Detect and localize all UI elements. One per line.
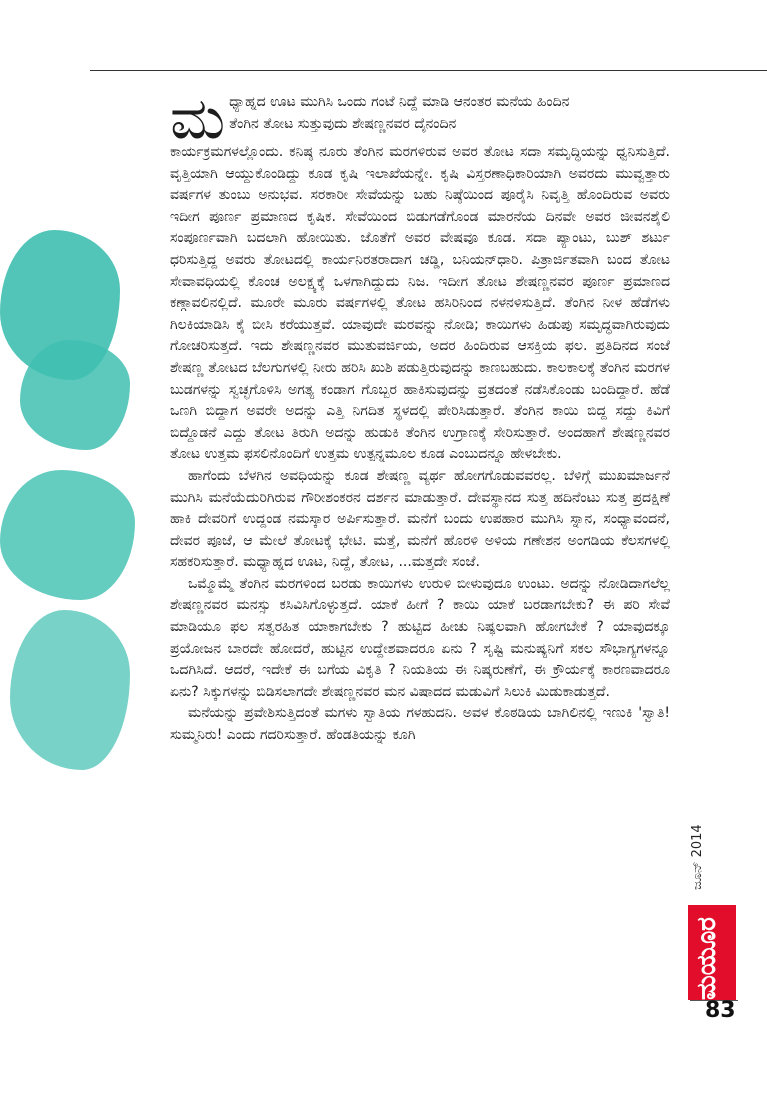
magazine-logo-text: ಮಯೂರ — [692, 917, 722, 1000]
drop-cap: ಮ — [170, 84, 226, 152]
paragraph-1: ಕಾರ್ಯಕ್ರಮಗಳಲ್ಲೊಂದು. ಕನಿಷ್ಠ ನೂರು ತೆಂಗಿನ ಮರಗಳಿರುವ ಅವರ ತೋಟ ಸದಾ ಸಮೃದ್ಧಿಯನ್ನು ಧ್ವನಿಸುತ್ತಿದೆ. ವೃತ್ತಿಯಾಗಿ ಆಯ್ದುಕೊಂಡಿದ್ದು ಕೂಡ ಕೃಷಿ ಇಲಾಖೆಯನ್ನೇ. ಕೃಷಿ ವಿಸ್ತರಣಾಧಿಕಾರಿಯಾಗಿ ಅವರದು ಮುವ್ವತ್ತಾರು ವರ್ಷಗಳ ತುಂಬು ಅನುಭವ. ಸರಕಾರೀ ಸೇವೆಯನ್ನು ಬಹು ನಿಷ್ಠೆಯಿಂದ ಪೂರೈಸಿ ನಿವೃತ್ತಿ ಹೊಂದಿರುವ ಅವರು ಇದೀಗ ಪೂರ್ಣ ಪ್ರಮಾಣದ ಕೃಷಿಕ. ಸೇವೆಯಿಂದ ಬಿಡುಗಡೆಗೊಂಡ ಮಾರನೆಯ ದಿನವೇ ಅವರ ಜೀವನಶೈಲಿ ಸಂಪೂರ್ಣವಾಗಿ ಬದಲಾಗಿ ಹೋಯಿತು. ಜೊತೆಗೆ ಅವರ ವೇಷವೂ ಕೂಡ. ಸದಾ ಪ್ಯಾಂಟು, ಬುಶ್ ಶರ್ಟು ಧರಿಸುತ್ತಿದ್ದ ಅವರು ತೋಟದಲ್ಲಿ ಕಾರ್ಯನಿರತರಾದಾಗ ಚಡ್ಡಿ, ಬನಿಯನ್‌ಧಾರಿ. ಪಿತ್ರಾರ್ಜಿತವಾಗಿ ಬಂದ ತೋಟ ಸೇವಾವಧಿಯಲ್ಲಿ ಕೊಂಚ ಅಲಕ್ಷ್ಯಕ್ಕೆ ಒಳಗಾಗಿದ್ದುದು ನಿಜ. ಇದೀಗ ತೋಟ ಶೇಷಣ್ಣನವರ ಪೂರ್ಣ ಪ್ರಮಾಣದ ಕಣ್ಗಾವಲಿನಲ್ಲಿದೆ. ಮೂರೇ ಮೂರು ವರ್ಷಗಳಲ್ಲಿ ತೋಟ ಹಸಿರಿನಿಂದ ನಳನಳಿಸುತ್ತಿದೆ. ತೆಂಗಿನ ನೀಳ ಹೆಡೆಗಳು ಗಿಲಕಿಯಾಡಿಸಿ ಕೈ ಬೀಸಿ ಕರೆಯುತ್ತವೆ. ಯಾವುದೇ ಮರವನ್ನು ನೋಡಿ; ಕಾಯಿಗಳು ಹಿಡುಪು ಸಮೃದ್ಧವಾಗಿರುವುದು ಗೋಚರಿಸುತ್ತದೆ. ಇದು ಶೇಷಣ್ಣನವರ ಮುತುವರ್ಜಿಯ, ಅದರ ಹಿಂದಿರುವ ಆಸಕ್ತಿಯ ಫಲ. ಪ್ರತಿದಿನದ ಸಂಜೆ ಶೇಷಣ್ಣ ತೋಟದ ಬೆಲಗುಗಳಲ್ಲಿ ನೀರು ಹರಿಸಿ ಖುಶಿ ಪಡುತ್ತಿರುವುದನ್ನು ಕಾಣಬಹುದು. ಕಾಲಕಾಲಕ್ಕೆ ತೆಂಗಿನ ಮರಗಳ ಬುಡಗಳನ್ನು ಸ್ವಚ್ಛಗೊಳಿಸಿ ಅಗತ್ಯ ಕಂಡಾಗ ಗೊಬ್ಬರ ಹಾಕಿಸುವುದನ್ನು ವ್ರತದಂತೆ ನಡೆಸಿಕೊಂಡು ಬಂದಿದ್ದಾರೆ. ಹೆಡೆ ಒಣಗಿ ಬಿದ್ದಾಗ ಅವರೇ ಅದನ್ನು ಎತ್ತಿ ನಿಗದಿತ ಸ್ಥಳದಲ್ಲಿ ಪೇರಿಸಿಡುತ್ತಾರೆ. ತೆಂಗಿನ ಕಾಯಿ ಬಿದ್ದ ಸದ್ದು ಕಿವಿಗೆ ಬಿದ್ದೊಡನೆ ಎದ್ದು ತೋಟ ತಿರುಗಿ ಅದನ್ನು ಹುಡುಕಿ ತೆಂಗಿನ ಉಗ್ರಾಣಕ್ಕೆ ಸೇರಿಸುತ್ತಾರೆ. ಅಂದಹಾಗೆ ಶೇಷಣ್ಣನವರ ತೋಟ ಉತ್ತಮ ಫಸಲಿನೊಂದಿಗೆ ಉತ್ತಮ ಉತ್ಪನ್ನಮೂಲ ಕೂಡ ಎಂಬುದನ್ನೂ ಹೇಳಬೇಕು. — [170, 144, 670, 463]
paragraph-4: ಮನೆಯನ್ನು ಪ್ರವೇಶಿಸುತ್ತಿದಂತೆ ಮಗಳು ಸ್ವಾತಿಯ ಗಳಹುದನಿ. ಅವಳ ಕೊಠಡಿಯ ಬಾಗಿಲಿನಲ್ಲಿ ಇಣುಕಿ 'ಸ್ವಾತಿ! ಸುಮ್ಮನಿರು! ಎಂದು ಗದರಿಸುತ್ತಾರೆ. ಹೆಂಡತಿಯನ್ನು ಕೂಗಿ — [170, 705, 670, 744]
first-line-b: ತೆಂಗಿನ ತೋಟ ಸುತ್ತುವುದು ಶೇಷಣ್ಣನವರ ದೈನಂದಿನ — [229, 115, 457, 132]
first-line-a: ಧ್ಯಾಹ್ನದ ಊಟ ಮುಗಿಸಿ ಒಂದು ಗಂಟೆ ನಿದ್ದೆ ಮಾಡಿ ಆನಂತರ ಮನೆಯ ಹಿಂದಿನ — [229, 94, 570, 110]
paragraph-3: ಒಮ್ಮೊಮ್ಮೆ ತೆಂಗಿನ ಮರಗಳಿಂದ ಬರಡು ಕಾಯಿಗಳು ಉರುಳಿ ಬೀಳುವುದೂ ಉಂಟು. ಅದನ್ನು ನೋಡಿದಾಗಲೆಲ್ಲ ಶೇಷಣ್ಣನವರ ಮನಸ್ಸು ಕಸಿವಿಸಿಗೊಳ್ಳುತ್ತದೆ. ಯಾಕೆ ಹೀಗೆ ? ಕಾಯಿ ಯಾಕೆ ಬರಡಾಗಬೇಕು? ಈ ಪರಿ ಸೇವೆ ಮಾಡಿಯೂ ಫಲ ಸತ್ವರಹಿತ ಯಾಕಾಗಬೇಕು ? ಹುಟ್ಟಿದ ಹೀಚು ನಿಷ್ಫಲವಾಗಿ ಹೋಗಬೇಕೆ ? ಯಾವುದಕ್ಕೂ ಪ್ರಯೋಜನ ಬಾರದೇ ಹೋದರೆ, ಹುಟ್ಟಿನ ಉದ್ದೇಶವಾದರೂ ಏನು ? ಸೃಷ್ಟಿ ಮನುಷ್ಯನಿಗೆ ಸಕಲ ಸೌಭಾಗ್ಯಗಳನ್ನೂ ಒದಗಿಸಿದೆ. ಆದರೆ, ಇದೇಕೆ ಈ ಬಗೆಯ ವಿಕೃತಿ ? ನಿಯತಿಯ ಈ ನಿಷ್ಕರುಣೆಗೆ, ಈ ಕ್ರೌರ್ಯಕ್ಕೆ ಕಾರಣವಾದರೂ ಏನು? ಸಿಕ್ಕುಗಳನ್ನು ಬಿಡಿಸಲಾಗದೇ ಶೇಷಣ್ಣನವರ ಮನ ವಿಷಾದದ ಮಡುವಿಗೆ ಸಿಲುಕಿ ಮಿಡುಕಾಡುತ್ತದೆ. — [170, 575, 670, 700]
issue-date: ಜೂನ್ 2014 — [690, 824, 705, 890]
top-rule — [90, 70, 767, 71]
paragraph-2: ಹಾಗೆಂದು ಬೆಳಗಿನ ಅವಧಿಯನ್ನು ಕೂಡ ಶೇಷಣ್ಣ ವ್ಯರ್ಥ ಹೋಗಗೊಡುವವರಲ್ಲ. ಬೆಳಿಗ್ಗೆ ಮುಖಮಾರ್ಜನೆ ಮುಗಿಸಿ ಮನೆಯೆದುರಿಗಿರುವ ಗೌರೀಶಂಕರನ ದರ್ಶನ ಮಾಡುತ್ತಾರೆ. ದೇವಸ್ಥಾನದ ಸುತ್ತ ಹದಿನೆಂಟು ಸುತ್ತ ಪ್ರದಕ್ಷಿಣೆ ಹಾಕಿ ದೇವರಿಗೆ ಉದ್ದಂಡ ನಮಸ್ಕಾರ ಅರ್ಪಿಸುತ್ತಾರೆ. ಮನೆಗೆ ಬಂದು ಉಪಹಾರ ಮುಗಿಸಿ ಸ್ನಾನ, ಸಂಧ್ಯಾವಂದನೆ, ದೇವರ ಪೂಜೆ, ಆ ಮೇಲೆ ತೋಟಕ್ಕೆ ಭೇಟಿ. ಮತ್ತೆ, ಮನೆಗೆ ಹೊರಳಿ ಅಳಿಯ ಗಣೇಶನ ಅಂಗಡಿಯ ಕೆಲಸಗಳಲ್ಲಿ ಸಹಕರಿಸುತ್ತಾರೆ. ಮಧ್ಯಾಹ್ನದ ಊಟ, ನಿದ್ದೆ, ತೋಟ, ...ಮತ್ತದೇ ಸಂಜೆ. — [170, 467, 670, 571]
page-number: 83 — [705, 998, 736, 1023]
article-body — [170, 84, 670, 747]
first-line — [170, 84, 670, 152]
